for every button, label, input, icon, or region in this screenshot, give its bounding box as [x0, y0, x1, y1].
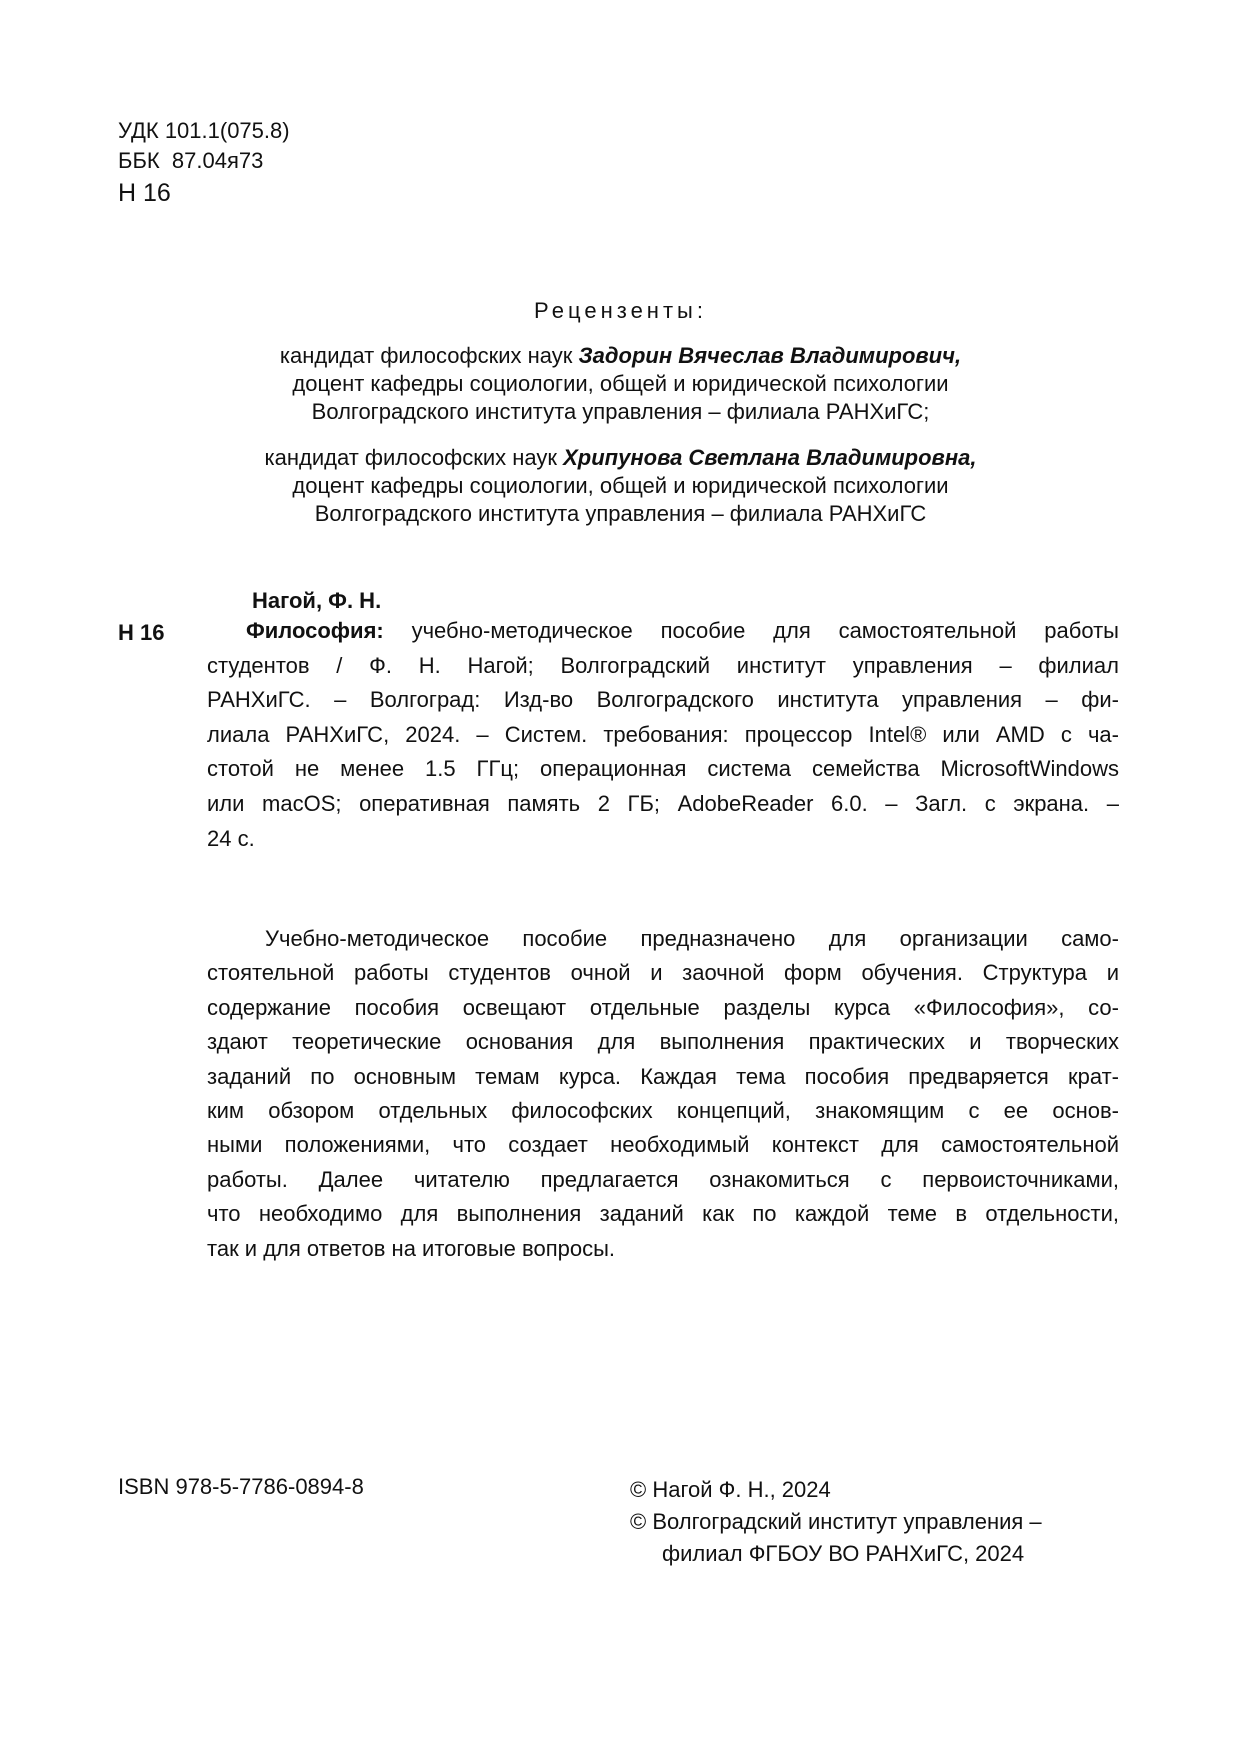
record-shelf-code: Н 16	[118, 620, 165, 645]
record-line: или macOS; оперативная память 2 ГБ; AdobeReader 6.0. – Загл. с экрана. –	[207, 790, 1119, 816]
reviewer-name: Задорин Вячеслав Владимирович,	[578, 343, 962, 368]
bibliographic-record	[207, 614, 1119, 856]
classification-codes	[118, 116, 290, 210]
bbk-code: ББК 87.04я73	[118, 148, 264, 173]
annotation-line: так и для ответов на итоговые вопросы.	[207, 1235, 615, 1261]
reviewer-position: доцент кафедры социологии, общей и юридической психологии	[292, 371, 949, 396]
annotation-line: стоятельной работы студентов очной и заочной форм обучения. Структура и	[207, 960, 1119, 986]
record-line: 24 с.	[207, 825, 255, 851]
reviewer-affiliation: Волгоградского института управления – филиала РАНХиГС;	[311, 399, 930, 424]
record-author: Нагой, Ф. Н.	[252, 588, 382, 613]
record-line: РАНХиГС. – Волгоград: Изд-во Волгоградского института управления – фи-	[207, 687, 1119, 713]
reviewer-first-line	[200, 444, 1041, 472]
isbn: ISBN 978-5-7786-0894-8	[118, 1474, 364, 1499]
reviewer-degree: кандидат философских наук	[264, 445, 557, 470]
reviewer-affiliation: Волгоградского института управления – филиала РАНХиГС	[314, 501, 927, 526]
annotation-line: Учебно-методическое пособие предназначено для организации само-	[265, 926, 1119, 951]
reviewers-heading: Рецензенты:	[534, 298, 707, 323]
record-line: стотой не менее 1.5 ГГц; операционная система семейства MicrosoftWindows	[207, 756, 1119, 782]
annotation-line: заданий по основным темам курса. Каждая тема пособия предваряется крат-	[207, 1063, 1119, 1089]
annotation-line: работы. Далее читателю предлагается ознакомиться с первоисточниками,	[207, 1166, 1119, 1192]
reviewer-position: доцент кафедры социологии, общей и юридической психологии	[292, 473, 949, 498]
copyright-institute-continued: филиал ФГБОУ ВО РАНХиГС, 2024	[662, 1541, 1025, 1566]
copyright-institute: © Волгоградский институт управления –	[630, 1509, 1042, 1534]
reviewer-first-line	[200, 342, 1041, 370]
reviewer-degree: кандидат философских наук	[279, 343, 573, 368]
reviewer-name: Хрипунова Светлана Владимировна,	[563, 445, 977, 470]
record-line-text: учебно-методическое пособие для самостоятельной работы	[411, 618, 1119, 643]
annotation-line: здают теоретические основания для выполнения практических и творческих	[207, 1029, 1119, 1055]
annotation-line: ными положениями, что создает необходимый контекст для самостоятельной	[207, 1132, 1119, 1158]
annotation-line: что необходимо для выполнения заданий как по каждой теме в отдельности,	[207, 1201, 1119, 1227]
udk-code: УДК 101.1(075.8)	[118, 118, 290, 143]
record-title: Философия:	[246, 618, 384, 643]
reviewer-entry	[200, 342, 1041, 426]
record-line: студентов / Ф. Н. Нагой; Волгоградский институт управления – филиал	[207, 652, 1119, 678]
annotation-line: ким обзором отдельных философских концепций, знакомящим с ее основ-	[207, 1098, 1119, 1124]
record-line	[207, 614, 1119, 649]
author-mark: Н 16	[118, 179, 171, 207]
record-line: лиала РАНХиГС, 2024. – Систем. требования: процессор Intel® или AMD с ча-	[207, 721, 1119, 747]
copyright-block	[630, 1474, 1042, 1570]
annotation-line: содержание пособия освещают отдельные разделы курса «Философия», со-	[207, 994, 1119, 1020]
copyright-author: © Нагой Ф. Н., 2024	[630, 1477, 831, 1502]
annotation-paragraph	[207, 922, 1119, 1266]
reviewer-entry	[200, 444, 1041, 528]
